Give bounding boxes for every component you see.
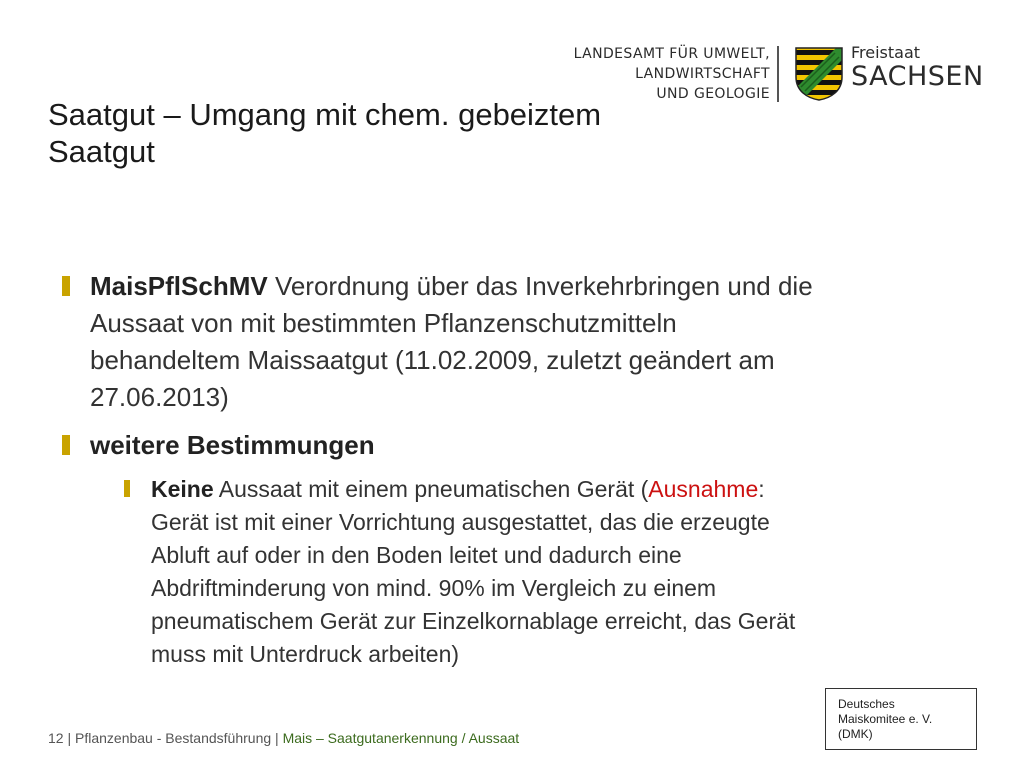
bullet-1-line-2: Aussaat von mit bestimmten Pflanzenschutzmitteln [90, 308, 677, 338]
sub-bullet-line-1-b: : [758, 476, 765, 502]
agency-name [574, 44, 770, 104]
source-box [825, 688, 977, 750]
sub-bullet-line-6: muss mit Unterdruck arbeiten) [151, 641, 460, 667]
source-line-3: (DMK) [838, 727, 873, 741]
sub-bullet-text [151, 473, 961, 671]
state-name-large: SACHSEN [851, 61, 984, 92]
footer [48, 729, 519, 747]
bullet-1-line-3: behandeltem Maissaatgut (11.02.2009, zuletzt geändert am [90, 345, 775, 375]
square-bullet-icon [124, 480, 130, 497]
source-line-2: Maiskomitee e. V. [838, 712, 933, 726]
sub-bullet-line-1 [151, 473, 961, 506]
page-number: 12 [48, 730, 64, 746]
footer-topic: Mais – Saatgutanerkennung / Aussaat [282, 730, 520, 746]
sub-bullet-line-1-a: Aussaat mit einem pneumatischen Gerät ( [213, 476, 649, 502]
footer-section: Pflanzenbau - Bestandsführung [75, 730, 272, 746]
square-bullet-icon [62, 435, 70, 455]
footer-separator: | [63, 730, 75, 746]
bullet-2-bold: weitere Bestimmungen [90, 430, 375, 460]
sub-bullet-line-3: Abluft auf oder in den Boden leitet und dadurch eine [151, 542, 682, 568]
sub-bullet-line-2: Gerät ist mit einer Vorrichtung ausgestattet, das die erzeugte [151, 509, 770, 535]
square-bullet-icon [62, 276, 70, 296]
state-name-small: Freistaat [851, 43, 921, 62]
sub-bullet-line-4: Abdriftminderung von mind. 90% im Vergleich zu einem [151, 575, 717, 601]
source-line-1: Deutsches [838, 697, 895, 711]
agency-line-1: LANDESAMT FÜR UMWELT, [573, 46, 770, 62]
exception-highlight: Ausnahme [648, 476, 759, 502]
saxony-coat-of-arms-icon [795, 47, 843, 101]
bullet-1-bold: MaisPflSchMV [90, 271, 268, 301]
bullet-2-text [90, 427, 970, 464]
title-line-1: Saatgut – Umgang mit chem. gebeiztem [48, 97, 602, 132]
bullet-1-line-4: 27.06.2013) [90, 382, 229, 412]
sub-bullet-line-5: pneumatischem Gerät zur Einzelkornablage erreicht, das Gerät [151, 608, 796, 634]
bullet-1-text [90, 268, 970, 416]
bullet-1-line-1 [90, 268, 970, 305]
title-line-2: Saatgut [48, 134, 155, 169]
logo-divider [777, 46, 779, 102]
sub-bullet-bold: Keine [151, 476, 214, 502]
agency-line-3: UND GEOLOGIE [656, 86, 770, 102]
footer-separator: | [271, 730, 283, 746]
bullet-1-line-1-rest: Verordnung über das Inverkehrbringen und die [267, 271, 813, 301]
state-name [851, 44, 984, 92]
slide-title [48, 96, 738, 170]
agency-line-2: LANDWIRTSCHAFT [635, 66, 770, 82]
